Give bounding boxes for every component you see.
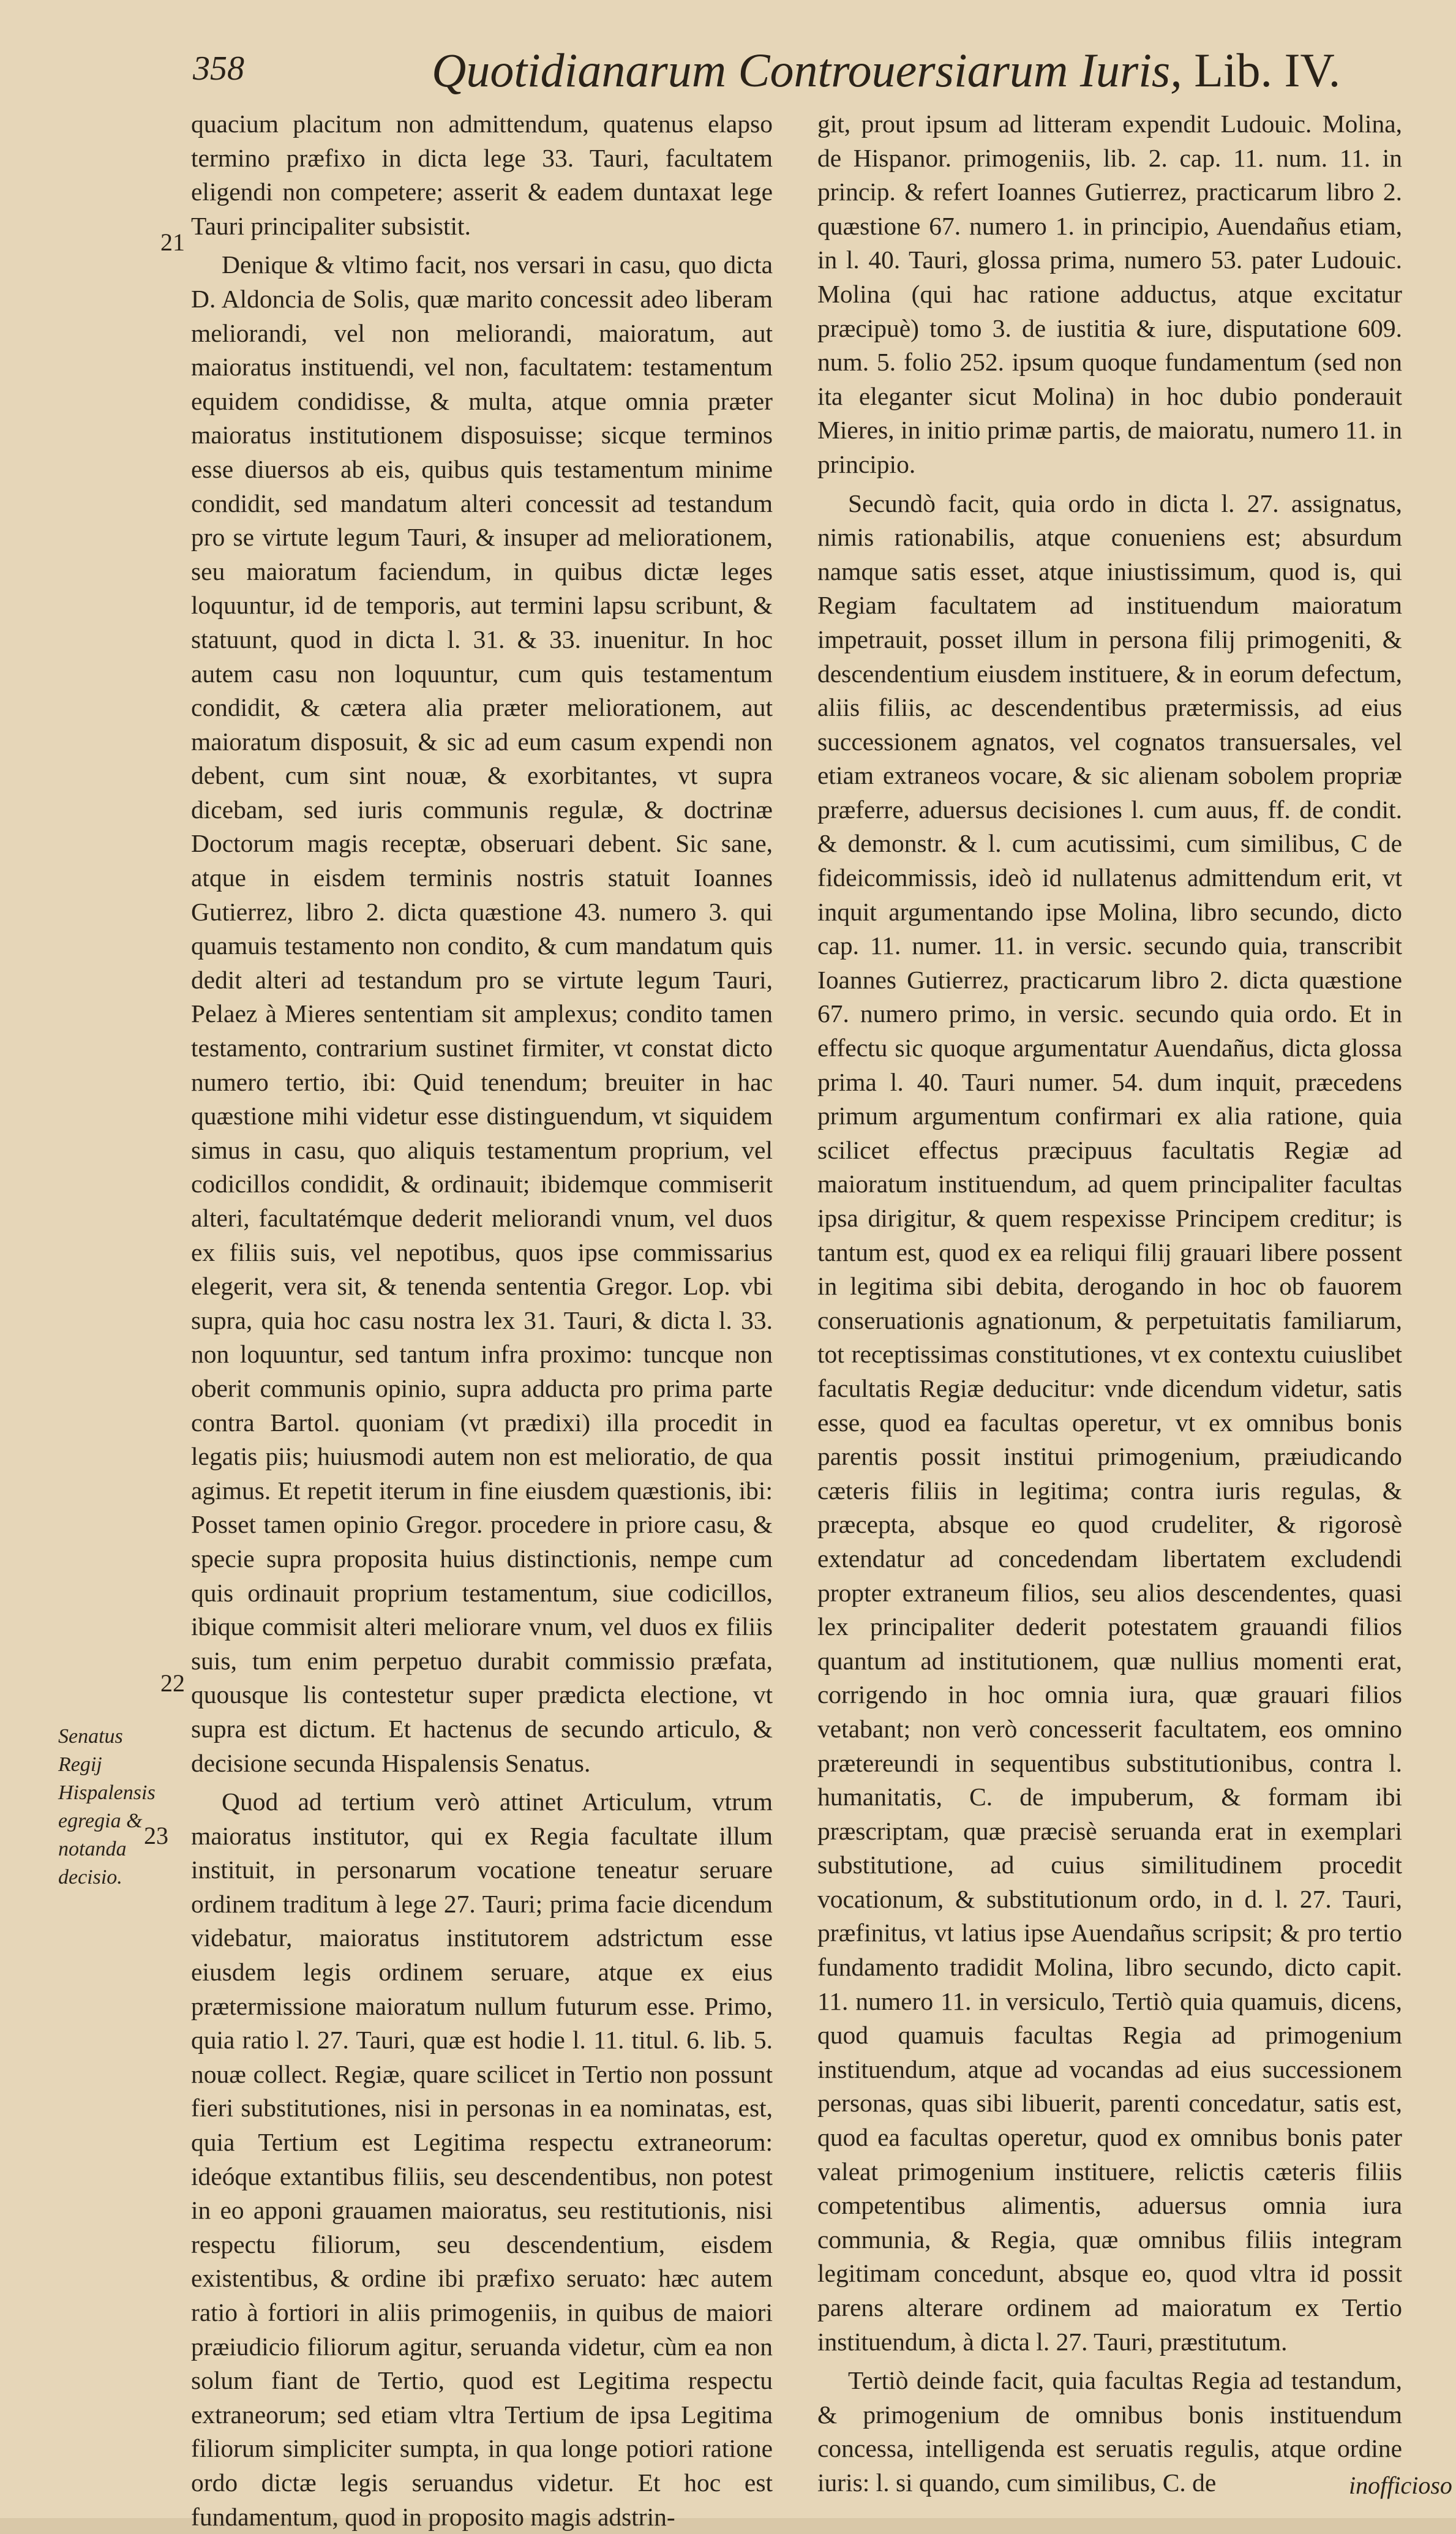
page-header [193, 43, 1387, 110]
right-paragraph-2: Secundò facit, quia ordo in dicta l. 27. assignatus, nimis rationabilis, atque conueniens est; absurdum namque satis esset, atque iniustissimum, quod is, qui Regiam facultatem ad instituendum maioratum impetrauit, posset illum in persona filij primogeniti, & descendentium eiusdem instituere, & in eorum defectum, aliis filiis, ac descendentibus prætermissis, ad eius successionem agnatos, vel cognatos transuersales, vel etiam extraneos vocare, & sic alienam sobolem propriæ præferre, aduersus decisiones l. cum auus, ff. de condit. & demonstr. & l. cum acutissimi, cum similibus, C de fideicommissis, ideò id nullatenus admittendum erit, vt inquit argumentando ipse Molina, libro secundo, dicto cap. 11. numer. 11. in versic. secundo quia, transcribit Ioannes Gutierrez, practicarum libro 2. dicta quæstione 67. numero primo, in versic. secundo quia ordo. Et in effectu sic quoque argumentatur Auendañus, dicta glossa prima l. 40. Tauri numer. 54. dum inquit, præcedens primum argumentum confirmari ex alia ratione, quia scilicet effectus præcipuus facultatis Regiæ ad maioratum instituendum, ad quem principaliter facultas ipsa dirigitur, & quem respexisse Principem creditur; is tantum est, quod ex ea reliqui filij grauari libere possent in legitima sibi debita, derogando in hoc ob fauorem conseruationis agnationum, & perpetuitatis familiarum, tot receptissimas constitutiones, vt ex contextu cuiuslibet facultatis Regiæ deducitur: vnde dicendum videtur, satis esse, quod ea facultas operetur, vt ex omnibus bonis parentis possit institui primogenium, præiudicando cæteris filiis in legitima; contra iuris regulas, & præcepta, absque eo quod crudeliter, & rigorosè extendatur ad concedendam libertatem excludendi propter extraneum filios, seu alios descendentes, quasi lex principaliter dederit potestatem grauandi filios quantum ad institutionem, quæ nullius momenti erat, corrigendo in hoc omnia iura, quæ grauari filios vetabant; non verò concesserit facultatem, eos omnino prætereundi in sequentibus substitutionibus, contra l. humanitatis, C. de impuberum, & formam ibi præscriptam, quæ præcisè seruanda erat in exemplari substitutione, ad cuius similitudinem procedit vocationum, & substitutionum ordo, in d. l. 27. Tauri, præfinitus, vt latius ipse Auendañus scripsit; & pro tertio fundamento tradidit Molina, libro secundo, dicto capit. 11. numero 11. in versiculo, Tertiò quia quamuis, dicens, quod quamuis facultas Regia ad primogenium instituendum, atque ad vocandas ad eius successionem personas, quas sibi libuerit, parenti concedatur, satis est, quod ea facultas operetur, quod ex omnibus bonis pater valeat primogenium instituere, relictis cæteris filiis competentibus alimentis, aduersus omnia iura communia, & Regia, quæ omnibus filiis integram legitimam concedunt, absque eo, quod vltra id possit parens alterare ordinem ad maioratum ex Tertio instituendum, à dicta l. 27. Tauri, præstitutum. [817, 489, 1402, 2356]
left-paragraph-3: Quod ad tertium verò attinet Articulum, vtrum maioratus institutor, qui ex Regia facultate illum instituit, in personarum vocatione teneatur seruare ordinem traditum à lege 27. Tauri; prima facie dicendum videbatur, maioratus institutorem adstrictum esse eiusdem legis ordinem seruare, atque ex eius prætermissione maioratum nullum futurum esse. Primo, quia ratio l. 27. Tauri, quæ est hodie l. 11. titul. 6. lib. 5. nouæ collect. Regiæ, quare scilicet in Tertio non possunt fieri substitutiones, nisi in personas in ea nominatas, est, quia Tertium est Legitima respectu extraneorum: ideóque extantibus filiis, seu descendentibus, non potest in eo apponi grauamen maioratus, seu restitutionis, nisi respectu filiorum, seu descendentium, eisdem existentibus, & ordine ibi præfixo seruato: hæc autem ratio à fortiori in aliis primogeniis, in quibus de maiori præiudicio filiorum agitur, seruanda videtur, cùm ea non solum fiant de Tertio, quod est Legitima respectu extraneorum; sed etiam vltra Tertium de ipsa Legitima filiorum simpliciter sumpta, in qua longe potiori ratione ordo dictæ legis seruandus videtur. Et hoc est fundamentum, quod in proposito magis adstrin- [191, 1788, 773, 2531]
margin-side-note: Senatus Regij Hispalensis egregia & notanda decisio. [58, 1725, 156, 1889]
right-paragraph-3: Tertiò deinde facit, quia facultas Regia ad testandum, & primogenium de omnibus bonis instituendum concessa, intelligenda est seruatis regulis, atque ordine iuris: l. si quando, cum similibus, C. de [817, 2366, 1402, 2497]
left-column [191, 107, 773, 2534]
margin-number-22: 22 [160, 1669, 185, 1697]
right-paragraph-1: git, prout ipsum ad litteram expendit Ludouic. Molina, de Hispanor. primogeniis, lib. 2. cap. 11. num. 11. in princip. & refert Ioannes Gutierrez, practicarum libro 2. quæstione 67. numero 1. in principio, Auendañus etiam, in l. 40. Tauri, glossa prima, numero 53. pater Ludouic. Molina (qui hac ratione adductus, atque excitatur præcipuè) tomo 3. de iustitia & iure, disputatione 609. num. 5. folio 252. ipsum quoque fundamentum (sed non ita eleganter sicut Molina) in hoc dubio ponderauit Mieres, in initio primæ partis, de maioratu, numero 11. in principio. [817, 110, 1402, 478]
catchword: inofficioso [1349, 2472, 1452, 2499]
page-number: 358 [193, 50, 244, 88]
running-title [432, 43, 1340, 98]
book-number: Lib. IV. [1194, 43, 1341, 97]
left-paragraph-1: quacium placitum non admittendum, quatenus elapso termino præfixo in dicta lege 33. Tauri, facultatem eligendi non competere; asserit & eadem duntaxat lege Tauri principaliter subsistit. [191, 110, 773, 240]
running-title-text: Quotidianarum Controuersiarum Iuris, [432, 43, 1182, 97]
margin-number-21: 21 [160, 228, 185, 256]
right-column [817, 107, 1402, 2500]
margin-number-23: 23 [144, 1822, 168, 1849]
left-paragraph-2: Denique & vltimo facit, nos versari in casu, quo dicta D. Aldoncia de Solis, quæ marito concessit adeo liberam meliorandi, vel non meliorandi, maioratum, aut maioratus instituendi, vel non, facultatem: testamentum equidem condidisse, & multa, atque omnia præter maioratus institutionem disposuisse; sicque terminos esse diuersos ab eis, quibus quis testamentum minime condidit, sed mandatum alteri concessit ad testandum pro se virtute legum Tauri, & insuper ad meliorationem, seu maioratum faciendum, in quibus dictæ leges loquuntur, id de temporis, aut termini lapsu scribunt, & statuunt, quod in dicta l. 31. & 33. inuenitur. In hoc autem casu non loquuntur, cum quis testamentum condidit, & cætera alia præter meliorationem, aut maioratum disposuit, & sic ad eum casum expendi non debent, cum sint nouæ, & exorbitantes, vt supra dicebam, sed iuris communis regulæ, & doctrinæ Doctorum magis receptæ, obseruari debent. Sic sane, atque in eisdem terminis nostris statuit Ioannes Gutierrez, libro 2. dicta quæstione 43. numero 3. qui quamuis testamento non condito, & cum mandatum quis dedit alteri ad testandum pro se virtute legum Tauri, Pelaez à Mieres sententiam sit amplexus; condito tamen testamento, contrarium sustinet firmiter, vt constat dicto numero tertio, ibi: Quid tenendum; breuiter in hac quæstione mihi videtur esse distinguendum, vt siquidem simus in casu, quo aliquis testamentum proprium, vel codicillos condidit, & ordinauit; ibidemque commiserit alteri, facultatémque dederit meliorandi vnum, vel duos ex filiis suis, vel nepotibus, quos ipse commissarius elegerit, vera sit, & tenenda sententia Gregor. Lop. vbi supra, quia hoc casu nostra lex 31. Tauri, & dicta l. 33. non loquuntur, sed tantum infra proximo: tuncque non oberit communis opinio, supra adducta pro prima parte contra Bartol. quoniam (vt prædixi) illa procedit in legatis piis; huiusmodi autem non est melioratio, de qua agimus. Et repetit iterum in fine eiusdem quæstionis, ibi: Posset tamen opinio Gregor. procedere in priore casu, & specie supra proposita huius distinctionis, nempe cum quis ordinauit proprium testamentum, siue codicillos, ibique commisit alteri meliorare vnum, vel duos ex filiis suis, tum enim perpetuo durabit commissio præfata, quousque lis contestetur super prædicta electione, vt supra est dictum. Et hactenus de secundo articulo, & decisione secunda Hispalensis Senatus. [191, 250, 773, 1777]
